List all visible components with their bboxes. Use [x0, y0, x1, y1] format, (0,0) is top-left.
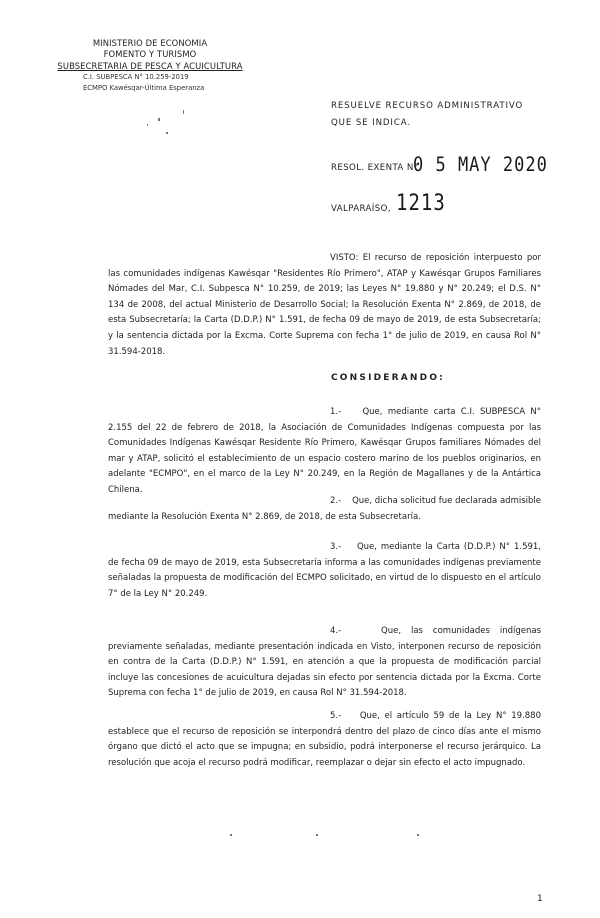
resolution-number-stamp: 1213: [396, 190, 446, 216]
page-number: 1: [537, 894, 543, 904]
considerando-item: [108, 494, 541, 525]
considerando-item: [108, 624, 541, 702]
date-stamp: 0 5 MAY 2020: [413, 153, 548, 177]
visto-label: VISTO:: [330, 253, 359, 263]
considerando-item: [108, 405, 541, 499]
scan-speck: [183, 110, 184, 114]
visto-paragraph: [108, 251, 541, 360]
item-text: Que, el artículo 59 de la Ley N° 19.880 establece que el recurso de reposición se interpondrá dentro del plazo de cinco días ante el mismo órgano que dictó el acto que se impugna; en subsidio, podrá interponerse el recurso jerárquico. La resolución que acoja el recurso podrá modificar, reemplazar o dejar sin efecto el acto impugnado.: [108, 711, 542, 768]
item-text: Que, dicha solicitud fue declarada admisible mediante la Resolución Exenta N° 2.869, de 2018, de esta Subsecretaría.: [108, 496, 541, 522]
item-number: 1.-: [330, 407, 342, 417]
scan-speck: [166, 132, 168, 134]
scan-speck: [147, 124, 148, 126]
item-text: Que, mediante la Carta (D.D.P.) N° 1.591, de fecha 09 de mayo de 2019, esta Subsecretaría informa a las comunidades indígenas previamente señaladas la propuesta de modificación del ECMPO solicitado, en virtud de lo dispuesto en el artículo 7° de la Ley N° 20.249.: [108, 542, 542, 599]
header-ministry: MINISTERIO DE ECONOMIA: [92, 38, 208, 48]
resolution-label: RESOL. EXENTA N°: [331, 163, 419, 173]
visto-text: El recurso de reposición interpuesto por las comunidades indígenas Kawésqar "Residentes Río Primero", ATAP y Kawésqar Grupos Familiares Nómades del Mar, C.I. Subpesca N° 10.259, de 2019; las Leyes N° 19.880 y N° 20.249; el D.S. N° 134 de 2008, del actual Ministerio de Desarrollo Social; la Resolución Exenta N° 2.869, de 2018, de esta Subsecretaría; la Carta (D.D.P.) N° 1.591, de fecha 09 de mayo de 2019, de esta Subsecretaría; y la sentencia dictada por la Excma. Corte Suprema con fecha 1° de julio de 2019, en causa Rol N° 31.594-2018.: [108, 253, 542, 357]
considerando-heading: CONSIDERANDO:: [331, 373, 445, 383]
resolution-subject: RESUELVE RECURSO ADMINISTRATIVO QUE SE INDICA.: [331, 101, 524, 128]
header-fomento: FOMENTO Y TURISMO: [103, 49, 197, 59]
scan-speck: [417, 834, 419, 836]
considerando-item: [108, 709, 541, 771]
item-number: 5.-: [330, 711, 342, 721]
header-subsecretaria: SUBSECRETARIA DE PESCA Y ACUICULTURA: [57, 61, 243, 71]
considerando-item: [108, 540, 541, 602]
item-number: 2.-: [330, 496, 342, 506]
scan-speck: [158, 118, 160, 121]
item-number: 3.-: [330, 542, 342, 552]
header-ref-ci: C.I. SUBPESCA N° 10.259-2019: [83, 73, 189, 81]
item-text: Que, las comunidades indígenas previamente señaladas, mediante presentación indicada en Visto, interponen recurso de reposición en contra de la Carta (D.D.P.) N° 1.591, en atención a que la propuesta de modificación parcial incluye las concesiones de acuicultura dejadas sin efecto por sentencia dictada por la Excma. Corte Suprema con fecha 1° de julio de 2019, en causa Rol N° 31.594-2018.: [108, 626, 541, 699]
scan-speck: [316, 834, 318, 836]
place-label: VALPARAÍSO,: [331, 204, 391, 214]
item-text: Que, mediante carta C.I. SUBPESCA N° 2.155 del 22 de febrero de 2018, la Asociación de Comunidades Indígenas compuesta por las Comunidades Indígenas Kawésqar Residente Río Primero, Kawésqar Grupos familiares Nómades del mar y ATAP, solicitó el establecimiento de un espacio costero marino de los pueblos originarios, en adelante "ECMPO", en el marco de la Ley N° 20.249, en la Región de Magallanes y de la Antártica Chilena.: [108, 407, 541, 495]
header-ref-ecmpo: ECMPO Kawésqar-Última Esperanza: [83, 84, 205, 92]
scan-speck: [230, 834, 232, 836]
item-number: 4.-: [330, 626, 342, 636]
